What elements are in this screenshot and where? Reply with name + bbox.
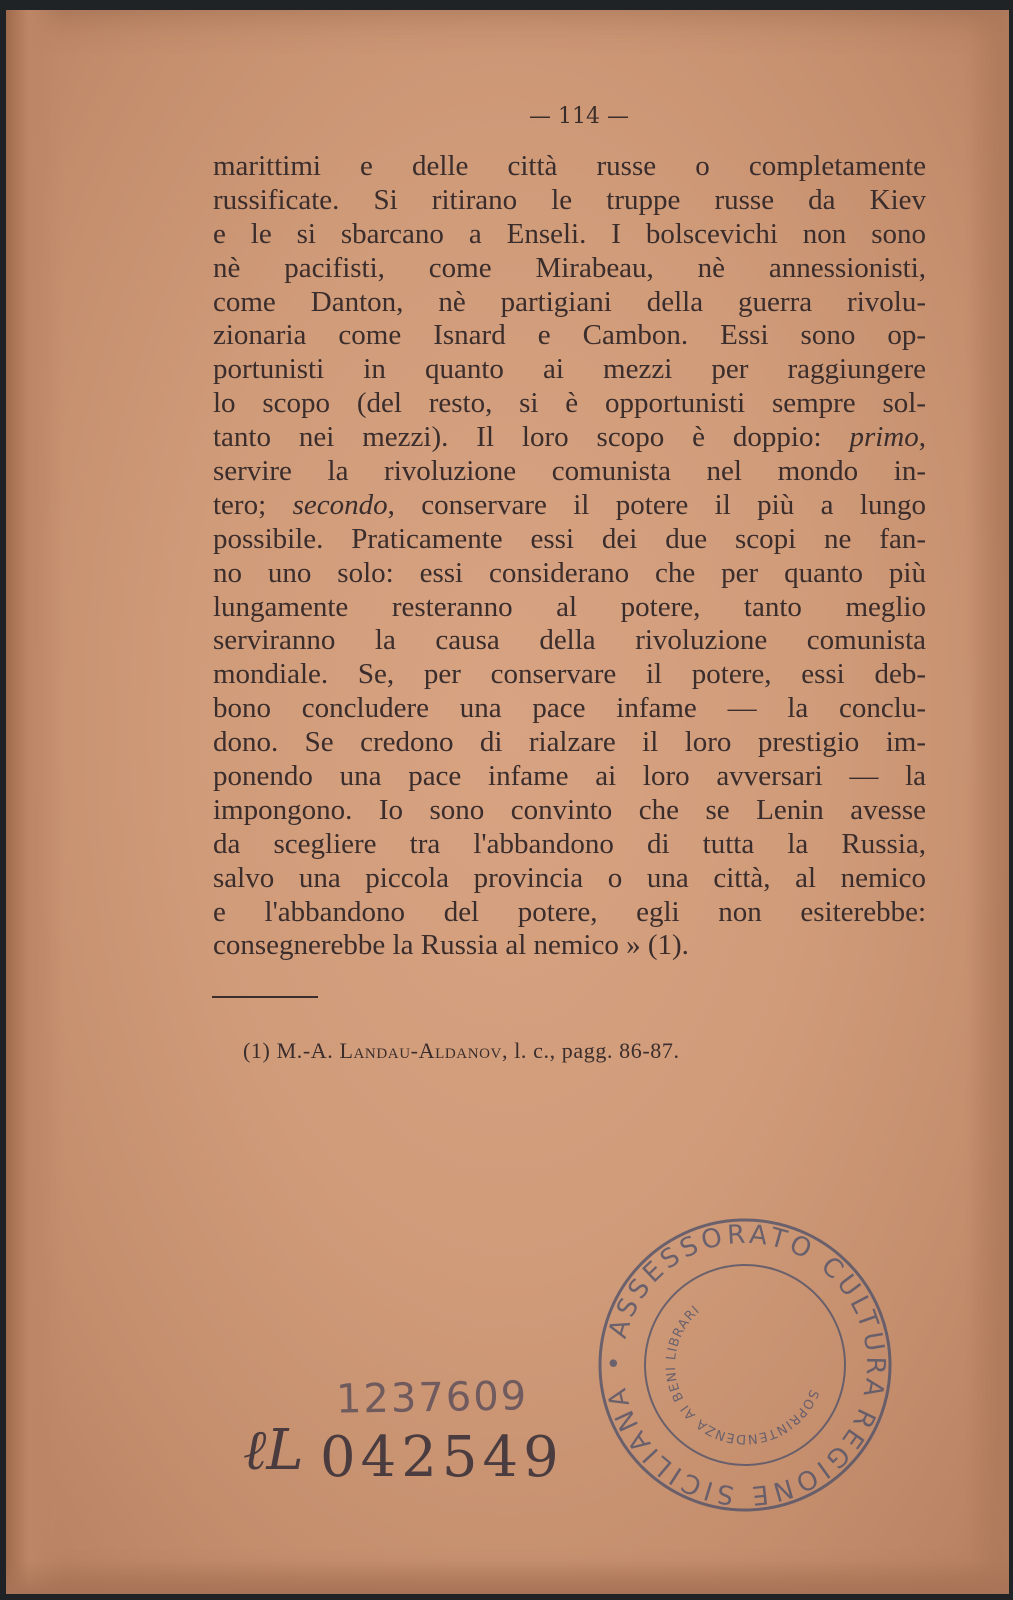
- text-line: [213, 218, 926, 252]
- text-line: [213, 421, 926, 455]
- text-run: no uno solo: essi considerano che per quanto più: [213, 556, 926, 589]
- text-run: possibile. Praticamente essi dei due scopi ne fan-: [213, 522, 926, 555]
- text-run: ,: [918, 421, 926, 454]
- text-line: [213, 862, 926, 896]
- text-line: [213, 184, 926, 218]
- text-run: tanto nei mezzi). Il loro scopo è doppio:: [213, 421, 850, 454]
- text-line: [213, 319, 926, 353]
- stamped-serial-number: 042549: [320, 1425, 564, 1490]
- footnote-marker: (1): [243, 1038, 271, 1063]
- text-run: portunisti in quanto ai mezzi per raggiungere: [213, 353, 926, 386]
- text-line: [213, 252, 926, 286]
- text-run: nè pacifisti, come Mirabeau, nè annessionisti,: [213, 251, 926, 284]
- stamp-inner-text: SOPRINTENDENZA AI BENI LIBRARI: [663, 1302, 822, 1447]
- text-run: lo scopo (del resto, si è opportunisti sempre sol-: [213, 387, 926, 420]
- text-line: [213, 726, 926, 760]
- text-run: dono. Se credono di rialzare il loro prestigio im-: [213, 726, 926, 759]
- text-line: [213, 760, 926, 794]
- page-edge-bottom: [6, 1560, 1009, 1594]
- text-line: [213, 523, 926, 557]
- text-run: e l'abbandono del potere, egli non esiterebbe:: [213, 895, 926, 928]
- text-run: salvo una piccola provincia o una città, al nemico: [213, 861, 926, 894]
- text-line: [213, 794, 926, 828]
- text-run: lungamente resteranno al potere, tanto meglio: [213, 590, 926, 623]
- text-line: [213, 624, 926, 658]
- text-line: [213, 591, 926, 625]
- text-line: [213, 896, 926, 930]
- italic-word: secondo: [292, 488, 388, 521]
- footnote-author: Landau-Aldanov: [339, 1038, 502, 1063]
- text-run: serviranno la causa della rivoluzione comunista: [213, 624, 926, 657]
- footnote-reference: , l. c., pagg. 86-87.: [502, 1038, 680, 1063]
- text-run: consegnerebbe la Russia al nemico » (1).: [213, 929, 689, 962]
- stamp-outer-ring: [590, 1210, 900, 1520]
- text-run: come Danton, nè partigiani della guerra rivolu-: [213, 285, 926, 318]
- text-line: [213, 455, 926, 489]
- handwritten-initials: ℓL: [243, 1418, 304, 1483]
- text-run: e le si sbarcano a Enseli. I bolscevichi non sono: [213, 217, 926, 250]
- text-run: servire la rivoluzione comunista nel mondo in-: [213, 455, 926, 488]
- text-run: impongono. Io sono convinto che se Lenin avesse: [213, 793, 926, 826]
- text-line: [213, 658, 926, 692]
- text-run: marittimi e delle città russe o completamente: [213, 150, 926, 182]
- footnote-author-prefix: M.-A.: [276, 1038, 334, 1063]
- text-line: [213, 286, 926, 320]
- text-run: russificate. Si ritirano le truppe russe da Kiev: [213, 183, 926, 216]
- text-line: [213, 929, 926, 963]
- text-run: , conservare il potere il più a lungo: [387, 488, 926, 521]
- binding-shadow: [6, 10, 64, 1594]
- library-stamp: [590, 1210, 900, 1520]
- text-line: [213, 692, 926, 726]
- text-run: bono concludere una pace infame — la conclu-: [213, 692, 926, 725]
- text-run: tero;: [213, 488, 293, 521]
- italic-word: primo: [849, 421, 919, 454]
- text-line: [213, 387, 926, 421]
- footnote: [243, 1038, 680, 1064]
- text-run: mondiale. Se, per conservare il potere, essi deb-: [213, 658, 926, 691]
- body-paragraph: [213, 150, 926, 963]
- stamp-outer-text: REGIONE SICILIANA • ASSESSORATO CULTURA: [599, 1219, 891, 1511]
- text-run: da scegliere tra l'abbandono di tutta la Russia,: [213, 827, 926, 860]
- footnote-separator: [212, 996, 318, 998]
- text-line: [213, 828, 926, 862]
- page-edge-right: [969, 10, 1009, 1594]
- text-line: [213, 353, 926, 387]
- text-line: [213, 489, 926, 523]
- handwritten-inventory-number: 1237609: [335, 1373, 529, 1423]
- text-run: ponendo una pace infame ai loro avversari — la: [213, 760, 926, 793]
- text-line: [213, 557, 926, 591]
- text-line: [213, 150, 926, 184]
- text-run: zionaria come Isnard e Cambon. Essi sono op-: [213, 319, 926, 352]
- page-number: — 114 —: [529, 104, 629, 129]
